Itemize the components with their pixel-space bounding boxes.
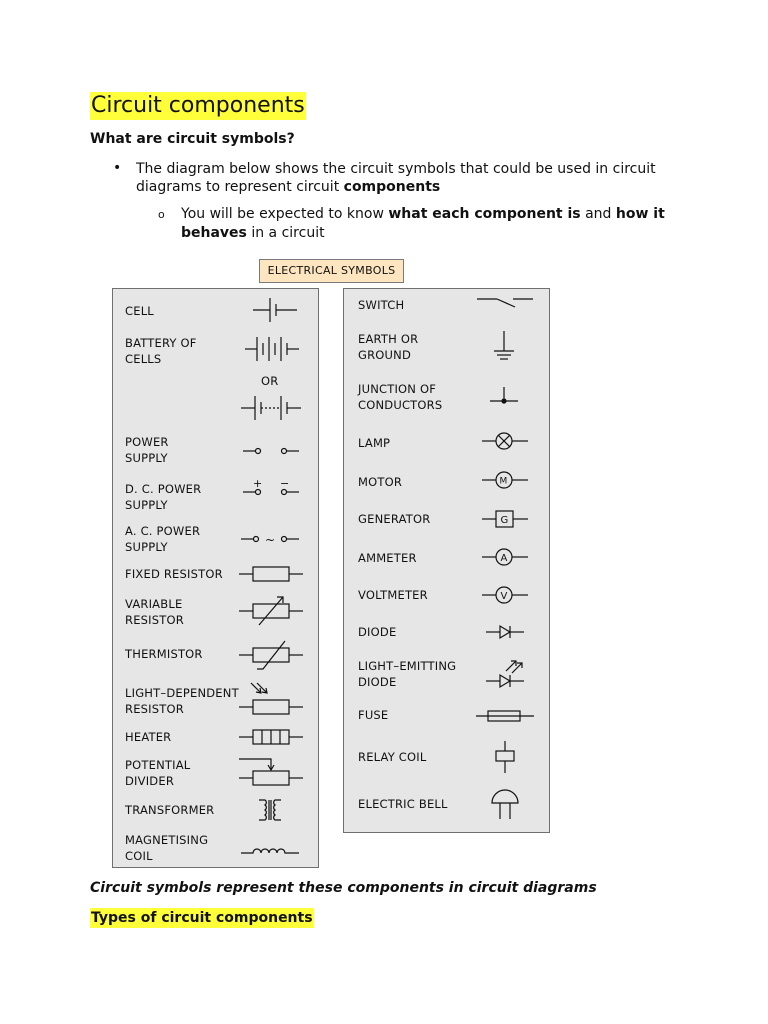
- diagram-title: ELECTRICAL SYMBOLS: [259, 259, 404, 283]
- lamp-symbol: [482, 431, 530, 451]
- label-junction-2: CONDUCTORS: [358, 398, 443, 412]
- motor-letter: M: [499, 476, 508, 487]
- dc-minus: −: [280, 477, 290, 490]
- voltmeter-letter: V: [500, 591, 508, 602]
- generator-symbol: [482, 509, 532, 529]
- label-motor: MOTOR: [358, 475, 403, 489]
- power-supply-symbol: [243, 444, 303, 458]
- electric-bell-symbol: [490, 787, 520, 823]
- junction-symbol: [490, 387, 520, 409]
- bullet-bold-text: components: [343, 179, 441, 195]
- heater-symbol: [239, 729, 305, 745]
- sub-bold-2: how it behaves: [181, 206, 665, 241]
- led-symbol: [486, 659, 528, 689]
- label-variable-2: RESISTOR: [125, 613, 184, 627]
- label-heater: HEATER: [125, 730, 172, 744]
- label-dc-1: D. C. POWER: [125, 482, 202, 496]
- label-cell: CELL: [125, 304, 154, 318]
- label-or: OR: [261, 374, 279, 388]
- magnetising-coil-symbol: [241, 843, 303, 857]
- label-switch: SWITCH: [358, 298, 405, 312]
- diagram-caption: Circuit symbols represent these components in circuit diagrams: [90, 880, 597, 896]
- generator-letter: G: [500, 515, 509, 526]
- fuse-symbol: [476, 709, 536, 723]
- sub-bullet-marker: o: [158, 208, 165, 221]
- label-potential-2: DIVIDER: [125, 774, 175, 788]
- page-title: Circuit components: [91, 93, 305, 118]
- ammeter-letter: A: [500, 553, 508, 564]
- variable-resistor-symbol: [239, 595, 305, 629]
- earth-symbol: [492, 331, 516, 363]
- label-junction-1: JUNCTION OF: [358, 382, 437, 396]
- label-battery-1: BATTERY OF: [125, 336, 197, 350]
- label-generator: GENERATOR: [358, 512, 431, 526]
- bullet-paragraph: [136, 160, 676, 196]
- label-earth-1: EARTH OR: [358, 332, 419, 346]
- label-dc-2: SUPPLY: [125, 498, 168, 512]
- label-power-2: SUPPLY: [125, 451, 168, 465]
- label-potential-1: POTENTIAL: [125, 758, 191, 772]
- bullet-text: The diagram below shows the circuit symbols that could be used in circuit diagrams to represent circuit: [136, 161, 656, 195]
- label-ac-2: SUPPLY: [125, 540, 168, 554]
- ammeter-symbol: [482, 547, 530, 567]
- right-symbol-panel: [343, 288, 550, 833]
- bullet-marker: •: [113, 160, 122, 176]
- label-earth-2: GROUND: [358, 348, 412, 362]
- sub-text-3: in a circuit: [246, 225, 325, 241]
- label-power-1: POWER: [125, 435, 169, 449]
- subheading: What are circuit symbols?: [90, 131, 295, 147]
- label-variable-1: VARIABLE: [125, 597, 183, 611]
- label-diode: DIODE: [358, 625, 397, 639]
- label-thermistor: THERMISTOR: [125, 647, 203, 661]
- dc-plus: +: [253, 477, 263, 490]
- label-ldr-2: RESISTOR: [125, 702, 184, 716]
- left-symbol-panel: [112, 288, 319, 868]
- relay-coil-symbol: [494, 741, 516, 775]
- label-led-2: DIODE: [358, 675, 397, 689]
- potential-divider-symbol: [239, 755, 305, 791]
- label-ac-1: A. C. POWER: [125, 524, 201, 538]
- ac-power-symbol: [241, 531, 303, 547]
- label-ammeter: AMMETER: [358, 551, 417, 565]
- dc-power-symbol: [243, 477, 303, 499]
- label-relay: RELAY COIL: [358, 750, 427, 764]
- sub-bold-1: what each component is: [388, 206, 581, 222]
- ac-tilde: ~: [265, 533, 276, 547]
- sub-bullet-paragraph: [181, 205, 681, 243]
- motor-symbol: [482, 470, 530, 490]
- label-fixed-resistor: FIXED RESISTOR: [125, 567, 223, 581]
- types-heading: Types of circuit components: [91, 910, 313, 926]
- label-battery-2: CELLS: [125, 352, 162, 366]
- battery-alt-symbol: [241, 393, 303, 423]
- label-led-1: LIGHT–EMITTING: [358, 659, 457, 673]
- transformer-symbol: [251, 797, 291, 823]
- label-magnetising-2: COIL: [125, 849, 153, 863]
- label-fuse: FUSE: [358, 708, 389, 722]
- label-voltmeter: VOLTMETER: [358, 588, 428, 602]
- label-transformer: TRANSFORMER: [125, 803, 215, 817]
- switch-symbol: [477, 293, 535, 309]
- fixed-resistor-symbol: [239, 566, 305, 582]
- voltmeter-symbol: [482, 585, 530, 605]
- thermistor-symbol: [239, 639, 305, 673]
- sub-text-2: and: [580, 206, 616, 222]
- battery-symbol: [245, 333, 305, 365]
- label-magnetising-1: MAGNETISING: [125, 833, 209, 847]
- cell-symbol: [253, 295, 303, 325]
- label-ldr-1: LIGHT–DEPENDENT: [125, 686, 239, 700]
- ldr-symbol: [239, 681, 305, 721]
- diode-symbol: [486, 624, 526, 640]
- label-lamp: LAMP: [358, 436, 391, 450]
- sub-text-1: You will be expected to know: [181, 206, 389, 222]
- label-bell: ELECTRIC BELL: [358, 797, 448, 811]
